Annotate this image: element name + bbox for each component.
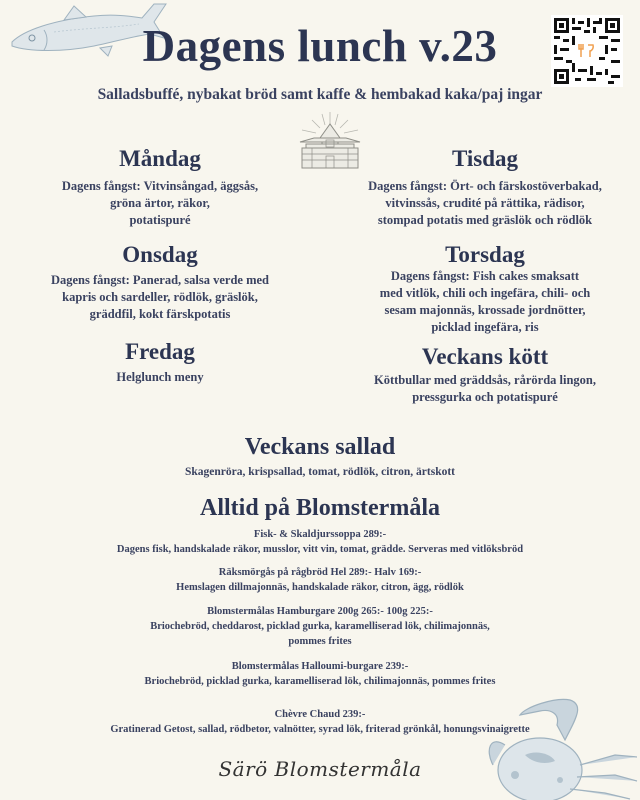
- signature-logo: Särö Blomstermåla: [218, 757, 422, 781]
- item-name: Fisk- & Skaldjurssoppa 289:-: [253, 529, 387, 540]
- item-name: Räksmörgås på rågbröd Hel 289:- Halv 169:-: [218, 567, 422, 578]
- subtitle: Salladsbuffé, nybakat bröd samt kaffe & hembakad kaka/paj ingar: [97, 86, 543, 103]
- day-heading: Torsdag: [445, 242, 525, 267]
- menu-line: kapris och sardeller, rödlök, gräslök,: [62, 290, 258, 304]
- item-description: Gratinerad Getost, sallad, rödbetor, valnötter, syrad lök, friterad grönkål, honungsvinaigrette: [110, 724, 530, 735]
- menu-line: Köttbullar med gräddsås, rårörda lingon,: [373, 373, 596, 387]
- salad-text: Skagenröra, krispsallad, tomat, rödlök, citron, ärtskott: [184, 466, 456, 478]
- item-name: Chèvre Chaud 239:-: [274, 709, 366, 720]
- menu-line: vitvinssås, crudité på rättika, rädisor,: [385, 196, 585, 210]
- item-name: Blomstermålas Hamburgare 200g 265:- 100g 225:-: [207, 606, 433, 617]
- item-description: pommes frites: [288, 636, 352, 647]
- menu-line: gräddfil, kokt färskpotatis: [89, 307, 231, 321]
- menu-line: Dagens fångst: Panerad, salsa verde med: [50, 273, 270, 287]
- day-tuesday: [340, 146, 630, 229]
- menu-line: stompad potatis med gräslök och rödlök: [377, 213, 593, 227]
- day-heading: Tisdag: [451, 146, 519, 171]
- menu-line: gröna ärtor, räkor,: [110, 196, 210, 210]
- page-title: Dagens lunch v.23: [142, 21, 498, 71]
- menu-line: potatispuré: [129, 213, 191, 227]
- day-monday: [20, 146, 300, 229]
- day-menu: [20, 178, 300, 229]
- day-heading: Onsdag: [122, 242, 198, 267]
- weekly-meat: [340, 344, 630, 406]
- menu-line: Dagens fångst: Vitvinsångad, äggsås,: [61, 179, 259, 193]
- day-wednesday: [20, 242, 300, 323]
- always-section: [0, 494, 640, 522]
- menu-line: Dagens fångst: Fish cakes smaksatt: [390, 269, 580, 283]
- menu-line: sesam majonnäs, krossade jordnötter,: [384, 303, 586, 317]
- section-heading: Alltid på Blomstermåla: [200, 495, 440, 521]
- day-friday: [20, 339, 300, 386]
- day-thursday: [340, 242, 630, 336]
- day-heading: Fredag: [125, 339, 195, 364]
- day-menu: [340, 178, 630, 229]
- menu-item: [0, 659, 640, 689]
- menu-line: Helglunch meny: [116, 370, 204, 384]
- day-menu: [20, 369, 300, 386]
- menu-item: [0, 527, 640, 557]
- menu-item: [0, 565, 640, 595]
- item-description: Dagens fisk, handskalade räkor, musslor, vitt vin, tomat, grädde. Serveras med vitlöksbröd: [116, 544, 524, 555]
- section-menu: [340, 372, 630, 406]
- section-heading: Veckans kött: [421, 344, 549, 369]
- item-description: Briochebröd, cheddarost, picklad gurka, karamelliserad lök, chilimajonnäs,: [150, 621, 490, 632]
- item-description: Hemslagen dillmajonnäs, handskalade räkor, citron, ägg, rödlök: [176, 582, 464, 593]
- menu-item: [0, 707, 640, 737]
- menu-line: Dagens fångst: Ört- och färskostöverbakad,: [368, 179, 602, 193]
- day-heading: Måndag: [119, 146, 201, 171]
- item-name: Blomstermålas Halloumi-burgare 239:-: [231, 661, 409, 672]
- item-description: Briochebröd, picklad gurka, karamelliserad lök, chilimajonnäs, pommes frites: [144, 676, 496, 687]
- day-menu: [340, 268, 630, 336]
- section-heading: Veckans sallad: [244, 434, 396, 460]
- menu-line: med vitlök, chili och ingefära, chili- och: [379, 286, 591, 300]
- menu-line: pressgurka och potatispuré: [412, 390, 558, 404]
- menu-item: [0, 604, 640, 649]
- day-menu: [20, 272, 300, 323]
- qr-code[interactable]: [551, 15, 623, 87]
- weekly-salad: [0, 433, 640, 481]
- menu-line: picklad ingefära, ris: [431, 320, 539, 334]
